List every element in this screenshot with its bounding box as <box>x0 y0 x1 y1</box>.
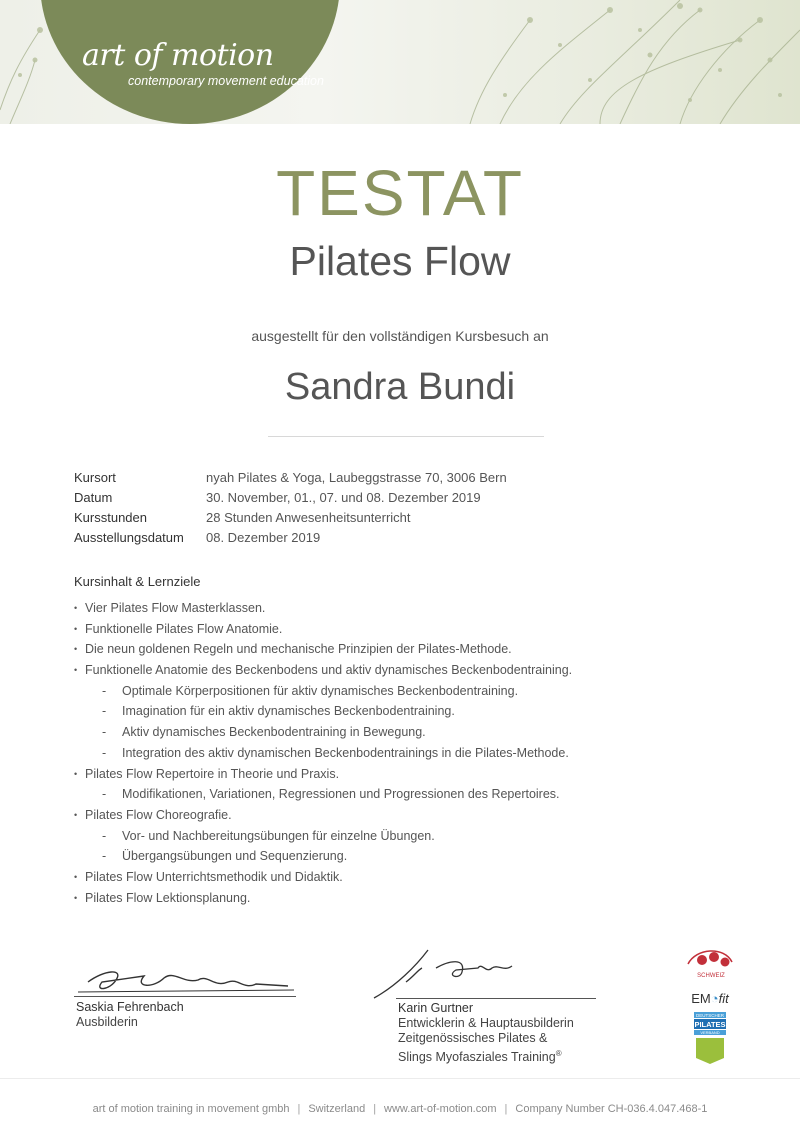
content-heading: Kursinhalt & Lernziele <box>74 574 201 589</box>
badge3-line2: PILATES <box>694 1020 726 1029</box>
detail-row-ausstellungsdatum <box>74 528 507 548</box>
course-title: Pilates Flow <box>289 238 511 284</box>
signer-role-text: Slings Myofasziales Training <box>398 1050 556 1065</box>
sub-list-item: - Modifikationen, Variationen, Regressionen und Progressionen des Repertoires. <box>74 784 572 805</box>
detail-row-kursort <box>74 468 507 488</box>
detail-label: Kursstunden <box>74 510 147 525</box>
footer-company-number: Company Number CH-036.4.047.468-1 <box>515 1103 708 1115</box>
emfit-em: EM <box>691 991 711 1006</box>
sub-list-item: - Optimale Körperpositionen für aktiv dynamisches Beckenbodentraining. <box>74 681 572 702</box>
emfit-swirl-icon: ◔ <box>710 991 719 1006</box>
footer-company: art of motion training in movement gmbh <box>92 1103 290 1115</box>
signer-name: Saskia Fehrenbach <box>76 1000 184 1014</box>
detail-value: 08. Dezember 2019 <box>206 530 321 545</box>
signer-role: Ausbilderin <box>76 1015 138 1029</box>
detail-label: Ausstellungsdatum <box>74 530 184 545</box>
emfit-badge <box>680 991 740 1006</box>
logo-title: art of motion <box>82 38 274 73</box>
emfit-suffix: fit <box>718 991 729 1006</box>
signature-line-left <box>74 996 296 997</box>
detail-label: Datum <box>74 490 113 505</box>
footer-divider <box>0 1078 800 1079</box>
signature-scribble-right <box>366 946 546 1002</box>
registered-mark: ® <box>555 1049 562 1058</box>
list-item: • Funktionelle Pilates Flow Anatomie. <box>74 619 572 640</box>
pilates-verband-badge-icon <box>680 1010 740 1066</box>
sub-list-item: - Imagination für ein aktiv dynamisches Beckenbodentraining. <box>74 701 572 722</box>
recipient-name: Sandra Bundi <box>284 366 516 408</box>
list-item: • Vier Pilates Flow Masterklassen. <box>74 598 572 619</box>
header-banner <box>0 0 800 124</box>
name-underline <box>268 436 544 437</box>
footer-country: Switzerland <box>308 1103 366 1115</box>
badge1-text: SCHWEIZ <box>697 973 725 979</box>
list-item: • Pilates Flow Repertoire in Theorie und Praxis. <box>74 764 572 785</box>
detail-row-kursstunden <box>74 508 507 528</box>
sub-list-item: - Übergangsübungen und Sequenzierung. <box>74 846 572 867</box>
badge3-line1: DEUTSCHER <box>695 1013 725 1018</box>
signature-block-right <box>398 1001 574 1065</box>
detail-label: Kursort <box>74 470 116 485</box>
issued-text: ausgestellt für den vollständigen Kursbesuch an <box>251 328 549 344</box>
logo-subtitle: contemporary movement education <box>128 74 324 88</box>
course-details <box>74 468 507 548</box>
sub-list-item: - Vor- und Nachbereitungsübungen für einzelne Übungen. <box>74 826 572 847</box>
list-item: • Pilates Flow Unterrichtsmethodik und Didaktik. <box>74 867 572 888</box>
certificate-title: TESTAT <box>276 157 524 229</box>
list-item: • Die neun goldenen Regeln und mechanische Prinzipien der Pilates-Methode. <box>74 639 572 660</box>
list-item: • Pilates Flow Choreografie. <box>74 805 572 826</box>
swiss-badge-icon <box>680 944 740 982</box>
signer-role: Zeitgenössisches Pilates & <box>398 1031 548 1045</box>
detail-value: 28 Stunden Anwesenheitsunterricht <box>206 510 411 525</box>
footer: art of motion training in movement gmbh | Switzerland | www.art-of-motion.com | Company Number CH-036.4.047.468-1 <box>92 1103 708 1115</box>
signer-name: Karin Gurtner <box>398 1001 474 1015</box>
detail-value: 30. November, 01., 07. und 08. Dezember 2019 <box>206 490 481 505</box>
detail-row-datum <box>74 488 507 508</box>
list-item: • Funktionelle Anatomie des Beckenbodens und aktiv dynamisches Beckenbodentraining. <box>74 660 572 681</box>
content-list <box>74 598 572 908</box>
list-item: • Pilates Flow Lektionsplanung. <box>74 888 572 909</box>
certification-badges <box>680 944 740 1071</box>
badge3-line3: VERBAND <box>700 1030 720 1035</box>
sub-list-item: - Integration des aktiv dynamischen Beckenbodentrainings in die Pilates-Methode. <box>74 743 572 764</box>
signer-role <box>398 1046 574 1065</box>
sub-list-item: - Aktiv dynamisches Beckenbodentraining in Bewegung. <box>74 722 572 743</box>
signer-role: Entwicklerin & Hauptausbilderin <box>398 1016 574 1030</box>
signature-line-right <box>396 998 596 999</box>
footer-website-link[interactable]: www.art-of-motion.com <box>384 1103 497 1115</box>
signature-block-left <box>76 1000 184 1030</box>
detail-value: nyah Pilates & Yoga, Laubeggstrasse 70, 3006 Bern <box>206 470 507 485</box>
